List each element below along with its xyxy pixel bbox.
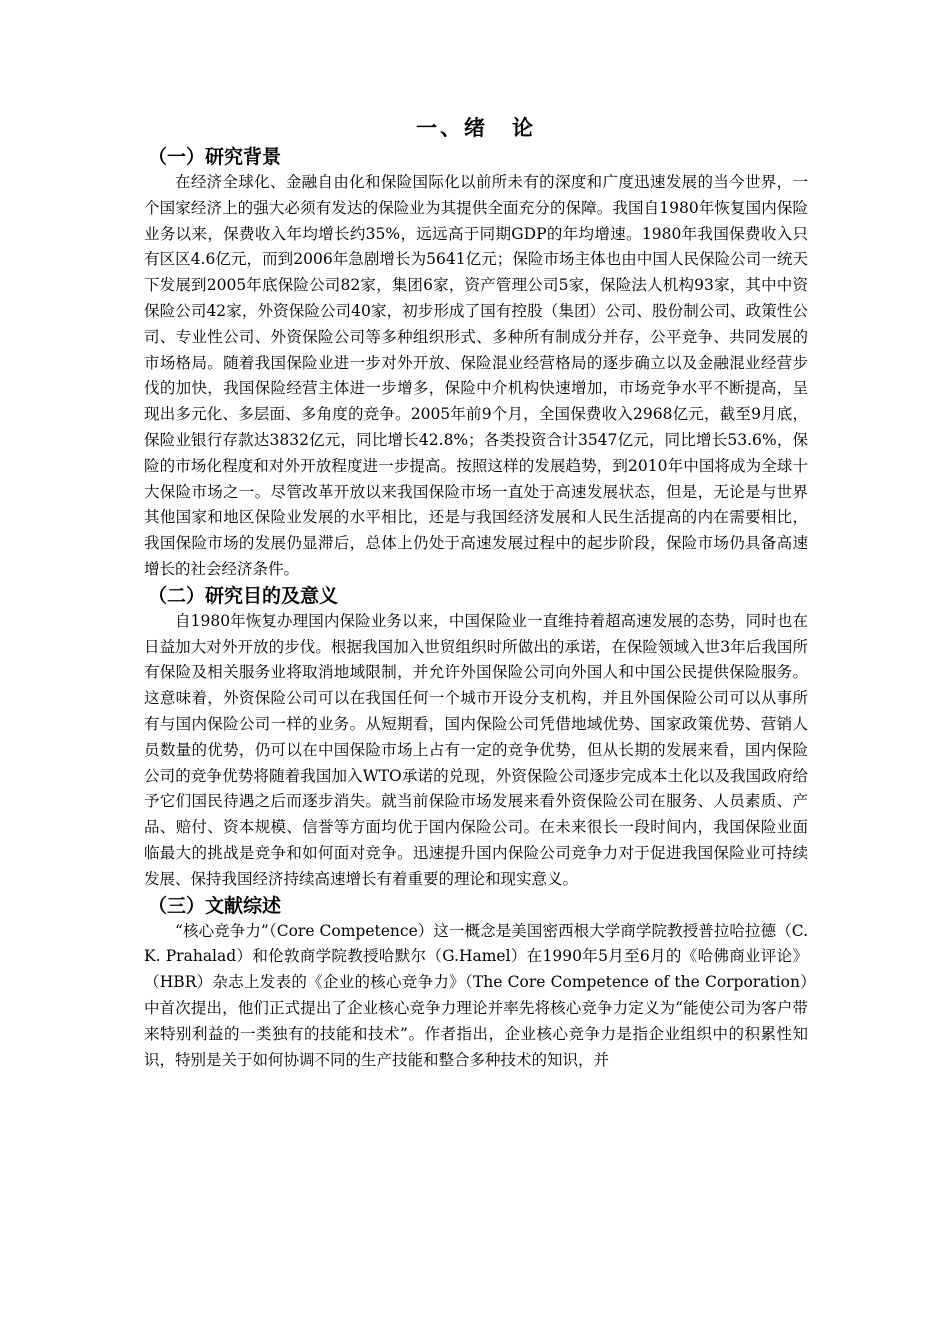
section-heading-literature: （三）文献综述 <box>148 894 282 917</box>
section-research-purpose <box>144 583 808 893</box>
section-heading-background: （一）研究背景 <box>148 146 282 168</box>
paragraph-literature: “核心竞争力”（Core Competence）这一概念是美国密西根大学商学院教授普拉哈拉德（C.K. Prahalad）和伦敦商学院教授哈默尔（G.Hamel）在1990年5月至6月的《哈佛商业评论》（HBR）杂志上发表的《企业的核心竞争力》（The Core Competence of the Corporation）中首次提出，他们正式提出了企业核心竞争力理论并率先将核心竞争力定义为“能使公司为客户带来特别利益的一类独有的技能和技术”。作者指出，企业核心竞争力是指企业组织中的积累性知识，特别是关于如何协调不同的生产技能和整合多种技术的知识，并 <box>144 921 808 1069</box>
section-literature-review <box>144 893 808 1074</box>
section-research-background <box>144 144 808 583</box>
paragraph-background: 在经济全球化、金融自由化和保险国际化以前所未有的深度和广度迅速发展的当今世界，一个国家经济上的强大必须有发达的保险业为其提供全面充分的保障。我国自1980年恢复国内保险业务以来，保费收入年均增长约35%，远远高于同期GDP的年均增速。1980年我国保费收入只有区区4.6亿元，而到2006年急剧增长为5641亿元；保险市场主体也由中国人民保险公司一统天下发展到2005年底保险公司82家，集团6家，资产管理公司5家，保险法人机构93家，其中中资保险公司42家，外资保险公司40家，初步形成了国有控股（集团）公司、股份制公司、政策性公司、专业性公司、外资保险公司等多种组织形式、多种所有制成分并存，公平竞争、共同发展的市场格局。随着我国保险业进一步对外开放、保险混业经营格局的逐步确立以及金融混业经营步伐的加快，我国保险经营主体进一步增多，保险中介机构快速增加，市场竞争水平不断提高，呈现出多元化、多层面、多角度的竞争。2005年前9个月，全国保费收入2968亿元，截至9月底，保险业银行存款达3832亿元，同比增长42.8%；各类投资合计3547亿元，同比增长53.6%，保险的市场化程度和对外开放程度进一步提高。按照这样的发展趋势，到2010年中国将成为全球十大保险市场之一。尽管改革开放以来我国保险市场一直处于高速发展状态，但是，无论是与世界其他国家和地区保险业发展的水平相比，还是与我国经济发展和人民生活提高的内在需要相比，我国保险市场的发展仍显滞后，总体上仍处于高速发展过程中的起步阶段，保险市场仍具备高速增长的社会经济条件。 <box>144 173 808 578</box>
paragraph-purpose: 自1980年恢复办理国内保险业务以来，中国保险业一直维持着超高速发展的态势，同时也在日益加大对外开放的步伐。根据我国加入世贸组织时所做出的承诺，在保险领域入世3年后我国所有保险及相关服务业将取消地域限制，并允许外国保险公司向外国人和中国公民提供保险服务。这意味着，外资保险公司可以在我国任何一个城市开设分支机构，并且外国保险公司可以从事所有与国内保险公司一样的业务。从短期看，国内保险公司凭借地域优势、国家政策优势、营销人员数量的优势，仍可以在中国保险市场上占有一定的竞争优势，但从长期的发展来看，国内保险公司的竞争优势将随着我国加入WTO承诺的兑现，外资保险公司逐步完成本土化以及我国政府给予它们国民待遇之后而逐步消失。就当前保险市场发展来看外资保险公司在服务、人员素质、产品、赔付、资本规模、信誉等方面均优于国内保险公司。在未来很长一段时间内，我国保险业面临最大的挑战是竞争和如何面对竞争。迅速提升国内保险公司竞争力对于促进我国保险业可持续发展、保持我国经济持续高速增长有着重要的理论和现实意义。 <box>144 611 808 888</box>
document-body <box>144 112 808 1073</box>
section-heading-purpose: （二）研究目的及意义 <box>148 584 339 607</box>
chapter-title: 一、绪 论 <box>416 116 536 140</box>
